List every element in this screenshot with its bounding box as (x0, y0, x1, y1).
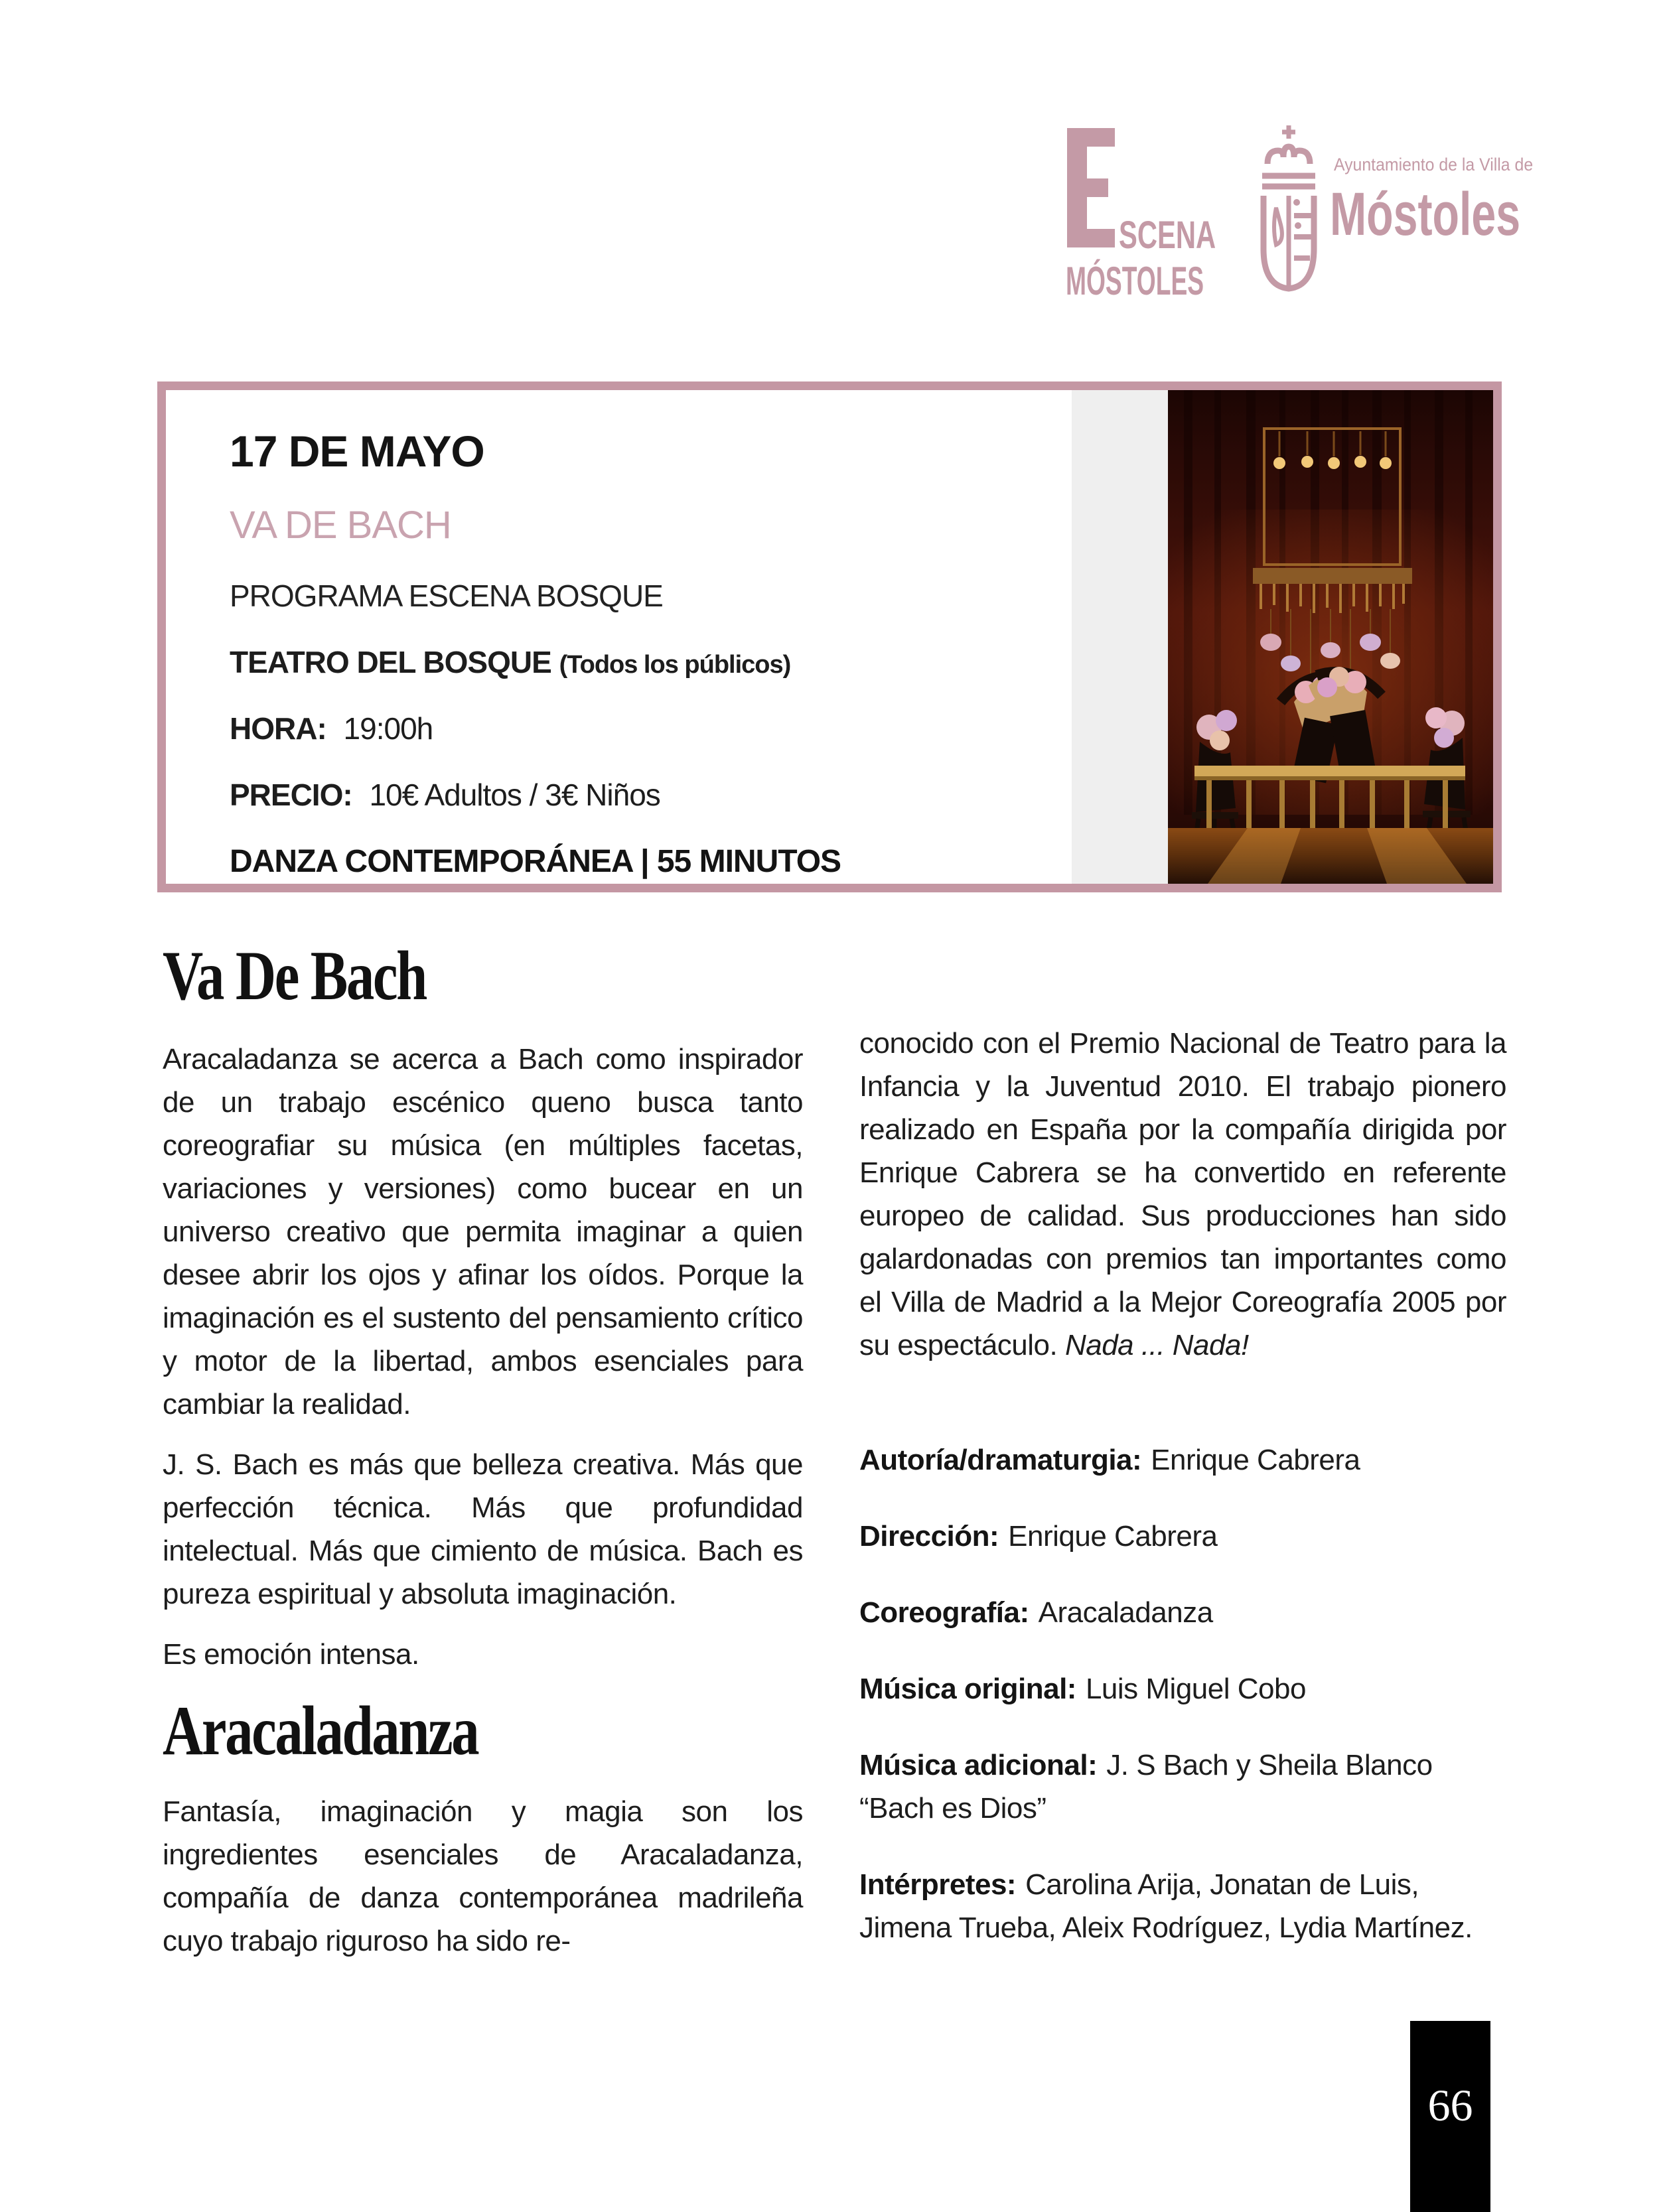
credit-label: Coreografía: (859, 1596, 1029, 1629)
credit-value: J. S Bach y Sheila Blanco “Bach es Dios” (859, 1749, 1433, 1825)
event-program: PROGRAMA ESCENA BOSQUE (230, 579, 663, 613)
event-date: 17 DE MAYO (230, 427, 484, 476)
event-photo (1168, 390, 1493, 884)
article-column-right (859, 1022, 1506, 1982)
paragraph: Es emoción intensa. (163, 1638, 419, 1671)
credit-direction (859, 1515, 1506, 1558)
card-gray-strip (1072, 390, 1168, 884)
paragraph: J. S. Bach es más que belleza creativa. Más que perfección técnica. Más que profundidad intelectual. Más que cimiento de música. Bach es pureza espiritual y absoluta imaginación. (163, 1448, 803, 1610)
credit-value: Enrique Cabrera (1008, 1520, 1218, 1553)
ayuntamiento-logo-line1: Ayuntamiento de la Villa de (1334, 155, 1534, 174)
section-heading-va-de-bach: Va De Bach (163, 937, 426, 1014)
ayuntamiento-mostoles-logo (1254, 123, 1534, 295)
price-value: 10€ Adultos / 3€ Niños (369, 778, 660, 812)
credit-label: Música original: (859, 1673, 1076, 1705)
paragraph: Fantasía, imaginación y magia son los ingredientes esenciales de Aracaladanza, compañía de danza contemporánea madrileña cuyo trabajo riguroso ha sido re- (163, 1795, 803, 1957)
escena-logo-word: SCENA (1119, 214, 1216, 257)
paragraph-text: conocido con el Premio Nacional de Teatro para la Infancia y la Juventud 2010. El trabajo pionero realizado en España por la compañía dirigida por Enrique Cabrera se ha convertido en referente europeo de calidad. Sus producciones han sido galardonadas con premios tan importantes como el Villa de Madrid a la Mejor Coreografía 2005 por su espectáculo. (859, 1027, 1506, 1361)
credit-label: Dirección: (859, 1520, 999, 1553)
show-title-italic: Nada ... Nada! (1064, 1329, 1249, 1361)
venue-audience-note: (Todos los públicos) (559, 651, 791, 679)
time-label: HORA: (230, 711, 326, 746)
credit-value: Carolina Arija, Jonatan de Luis, Jimena Trueba, Aleix Rodríguez, Lydia Martínez. (859, 1868, 1473, 1944)
credit-additional-music (859, 1744, 1506, 1830)
credit-label: Intérpretes: (859, 1868, 1017, 1901)
page-number-box (1410, 2021, 1490, 2212)
credit-label: Autoría/dramaturgia: (859, 1444, 1142, 1476)
price-label: PRECIO: (230, 778, 352, 812)
event-venue (230, 644, 1072, 680)
credit-original-music (859, 1667, 1506, 1710)
event-genre-duration: DANZA CONTEMPORÁNEA | 55 MINUTOS (230, 844, 841, 879)
event-card-info (166, 390, 1072, 884)
venue-name: TEATRO DEL BOSQUE (230, 645, 551, 679)
ayuntamiento-logo-line2: Móstoles (1330, 180, 1521, 248)
credits-list (859, 1438, 1506, 1949)
credit-value: Aracaladanza (1038, 1596, 1213, 1629)
credit-choreography (859, 1591, 1506, 1634)
escena-mostoles-logo (1062, 128, 1216, 303)
paragraph (859, 1022, 1506, 1367)
page-number: 66 (1427, 2080, 1473, 2130)
credit-performers (859, 1863, 1506, 1949)
event-card (157, 381, 1502, 892)
section-heading-aracaladanza: Aracaladanza (163, 1692, 478, 1769)
header-logos (1062, 123, 1534, 303)
credit-label: Música adicional: (859, 1749, 1098, 1781)
escena-logo-word2: MÓSTOLES (1066, 259, 1204, 303)
paragraph: Aracaladanza se acerca a Bach como inspirador de un trabajo escénico queno busca tanto coreografiar su música (en múltiples facetas, variaciones y versiones) como bucear en un universo creativo que permita imaginar a quien desee abrir los ojos y afinar los oídos. Porque la imaginación es el sustento del pensamiento crítico y motor de la libertad, ambos esenciales para cambiar la realidad. (163, 1043, 803, 1420)
time-value: 19:00h (343, 711, 433, 746)
credit-value: Enrique Cabrera (1151, 1444, 1360, 1476)
event-price (230, 777, 1072, 813)
mostoles-crest-icon (1254, 123, 1323, 293)
escena-letter-e-icon (1067, 128, 1115, 247)
credit-value: Luis Miguel Cobo (1085, 1673, 1306, 1705)
article-column-left (163, 937, 803, 1980)
event-title: VA DE BACH (230, 504, 451, 547)
credit-authorship (859, 1438, 1506, 1482)
event-time (230, 711, 1072, 746)
